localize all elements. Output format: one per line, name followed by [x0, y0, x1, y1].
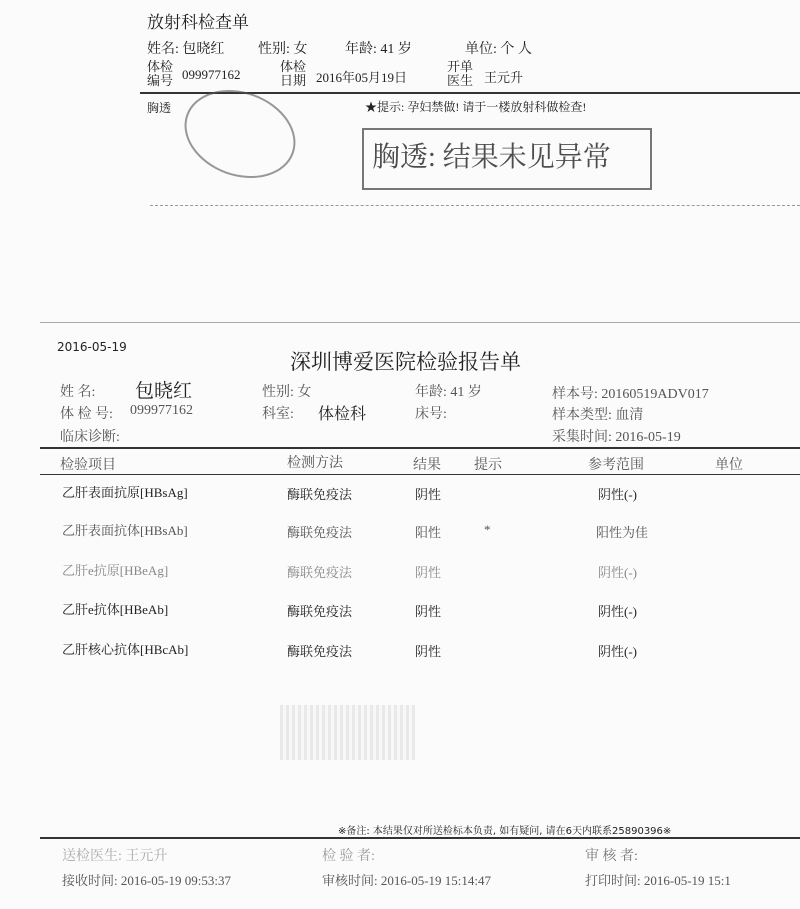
xray-hint: ★提示: 孕妇禁做! 请于一楼放射科做检查!	[365, 100, 587, 114]
row-method: 酶联免疫法	[287, 565, 353, 580]
header-result: 结果	[413, 458, 441, 473]
header-ref: 参考范围	[588, 458, 644, 473]
header-unit: 单位	[715, 458, 743, 473]
row-hint: *	[484, 522, 491, 537]
xray-unit: 单位: 个 人	[465, 42, 532, 57]
report-note: ※备注: 本结果仅对所送检标本负责, 如有疑问, 请在6天内联系25890396※	[338, 826, 672, 837]
row-method: 酶联免疫法	[287, 604, 353, 619]
xray-title: 放射科检查单	[147, 13, 249, 32]
header-item: 检验项目	[60, 458, 116, 473]
xray-date-label: 体检 日期	[280, 59, 307, 88]
row-ref: 阴性(-)	[598, 644, 637, 659]
xray-item: 胸透	[147, 101, 172, 115]
exam-id: 099977162	[130, 403, 193, 418]
row-method: 酶联免疫法	[287, 487, 353, 502]
row-ref: 阴性(-)	[598, 604, 637, 619]
xray-age: 年龄: 41 岁	[345, 42, 412, 57]
dept-label: 科室:	[262, 407, 294, 422]
row-result: 阴性	[415, 565, 442, 580]
report-date: 2016-05-19	[57, 340, 127, 354]
row-item: 乙肝e抗原[HBeAg]	[62, 563, 169, 578]
row-item: 乙肝表面抗原[HBsAg]	[62, 485, 188, 500]
sample-type: 样本类型: 血清	[552, 408, 644, 423]
print-time: 打印时间: 2016-05-19 15:1	[585, 873, 731, 888]
receive-time: 接收时间: 2016-05-19 09:53:37	[62, 873, 231, 888]
row-item: 乙肝核心抗体[HBcAb]	[62, 642, 189, 657]
row-ref: 阴性(-)	[598, 487, 637, 502]
report-title: 深圳博爱医院检验报告单	[290, 350, 521, 374]
row-method: 酶联免疫法	[287, 644, 353, 659]
xray-doctor-label: 开单 医生	[447, 59, 474, 88]
faded-stamp	[280, 705, 415, 760]
diagnosis: 临床诊断:	[60, 430, 120, 445]
sex: 性别: 女	[262, 385, 312, 400]
row-method: 酶联免疫法	[287, 525, 353, 540]
row-result: 阴性	[415, 487, 442, 502]
tester: 检 验 者:	[322, 849, 375, 864]
sample-no: 样本号: 20160519ADV017	[552, 387, 709, 402]
row-ref: 阴性(-)	[598, 565, 637, 580]
xray-doctor: 王元升	[484, 70, 524, 85]
row-result: 阴性	[415, 644, 442, 659]
collect-time: 采集时间: 2016-05-19	[552, 430, 681, 445]
xray-id: 099977162	[182, 67, 241, 82]
age: 年龄: 41 岁	[415, 385, 482, 400]
dept: 体检科	[318, 406, 367, 423]
row-item: 乙肝表面抗体[HBsAb]	[62, 523, 188, 538]
reviewer: 审 核 者:	[585, 849, 638, 864]
row-ref: 阳性为佳	[596, 525, 649, 540]
xray-id-label: 体检 编号	[147, 59, 174, 88]
xray-date: 2016年05月19日	[316, 70, 408, 85]
header-hint: 提示	[474, 458, 502, 473]
result-stamp: 胸透: 结果未见异常	[362, 128, 652, 190]
row-result: 阳性	[415, 525, 442, 540]
name-label: 姓 名:	[60, 385, 96, 400]
sending-doctor: 送检医生: 王元升	[62, 849, 168, 864]
id-label: 体 检 号:	[60, 407, 113, 422]
header-method: 检测方法	[287, 456, 343, 471]
row-item: 乙肝e抗体[HBeAb]	[62, 602, 169, 617]
patient-name: 包晓红	[135, 381, 193, 402]
review-time: 审核时间: 2016-05-19 15:14:47	[322, 873, 491, 888]
xray-sex: 性别: 女	[258, 42, 308, 57]
xray-name: 姓名: 包晓红	[147, 42, 225, 57]
row-result: 阴性	[415, 604, 442, 619]
bed: 床号:	[415, 407, 447, 422]
